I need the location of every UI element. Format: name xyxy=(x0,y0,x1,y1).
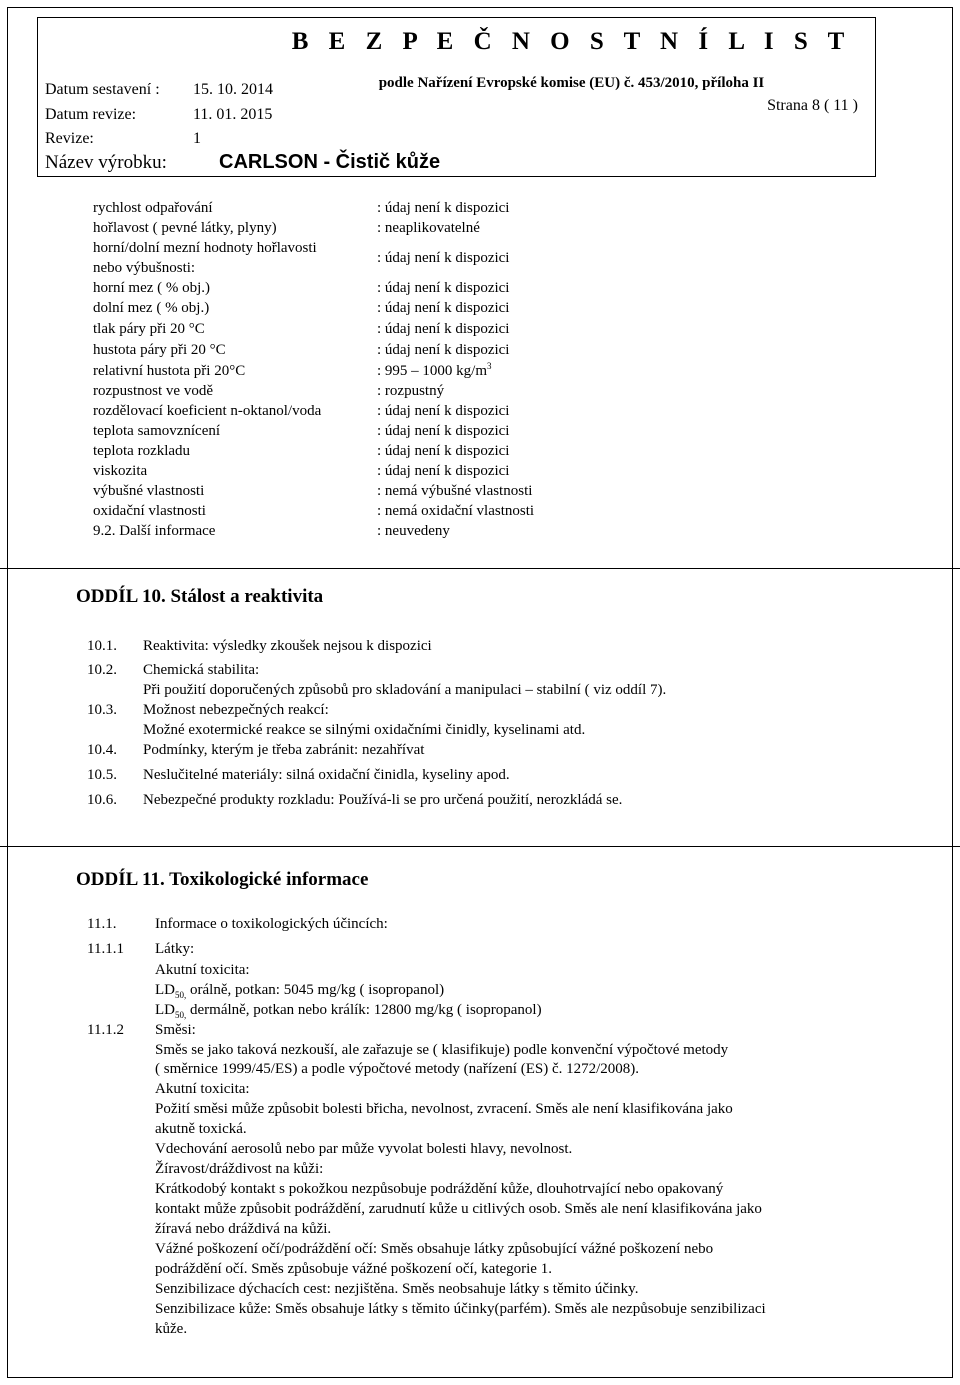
prop-value: : údaj není k dispozici xyxy=(377,463,510,479)
item-text: Senzibilizace dýchacích cest: nezjištěna. Směs neobsahuje látky s těmito účinky. xyxy=(155,1281,639,1297)
prop-label: horní mez ( % obj.) xyxy=(93,280,211,296)
prop-label: horní/dolní mezní hodnoty hořlavosti xyxy=(93,240,317,256)
prop-label: dolní mez ( % obj.) xyxy=(93,300,210,316)
item-text: Požití směsi může způsobit bolesti břicha, nevolnost, zvracení. Směs ale není klasifikována jako xyxy=(155,1101,733,1117)
item-number: 10.5. xyxy=(87,767,117,783)
item-number: 10.4. xyxy=(87,742,117,758)
prop-label: výbušné vlastnosti xyxy=(93,483,205,499)
item-number: 10.2. xyxy=(87,662,117,678)
ld-text: dermálně, potkan nebo králík: 12800 mg/kg ( isopropanol) xyxy=(186,1002,542,1018)
item-text: žíravá nebo dráždivá na kůži. xyxy=(155,1221,332,1237)
item-text: Vdechování aerosolů nebo par může vyvolat bolesti hlavy, nevolnost. xyxy=(155,1141,573,1157)
document-subtitle: podle Nařízení Evropské komise (EU) č. 453/2010, příloha II xyxy=(378,75,765,91)
ld50-dermal xyxy=(155,1001,542,1019)
prop-label: rozpustnost ve vodě xyxy=(93,383,213,399)
ld-text: orálně, potkan: 5045 mg/kg ( isopropanol) xyxy=(186,982,445,998)
item-text: Chemická stabilita: xyxy=(143,662,260,678)
prop-value: : údaj není k dispozici xyxy=(377,280,510,296)
item-text: Akutní toxicita: xyxy=(155,962,250,978)
prop-value xyxy=(377,362,492,380)
item-text: Vážné poškození očí/podráždění očí: Směs obsahuje látky způsobující vážné poškození nebo xyxy=(155,1241,714,1257)
section-divider xyxy=(0,568,960,569)
document-title: B E Z P E Č N O S T N Í L I S T xyxy=(291,28,852,55)
item-text: Směs se jako taková nezkouší, ale zařazuje se ( klasifikuje) podle konvenční výpočtové metody xyxy=(155,1042,729,1058)
date-revised-label: Datum revize: xyxy=(45,106,137,123)
item-text: kontakt může způsobit podráždění, zarudnutí kůže u citlivých osob. Směs ale není klasifikována jako xyxy=(155,1201,762,1217)
document-header xyxy=(37,17,876,177)
item-text: Reaktivita: výsledky zkoušek nejsou k dispozici xyxy=(143,638,432,654)
item-text: Neslučitelné materiály: silná oxidační činidla, kyseliny apod. xyxy=(143,767,510,783)
item-text: podráždění očí. Směs způsobuje vážné poškození očí, kategorie 1. xyxy=(155,1261,552,1277)
item-text: Akutní toxicita: xyxy=(155,1081,250,1097)
item-number: 11.1. xyxy=(87,916,117,932)
prop-value: : neaplikovatelné xyxy=(377,220,480,236)
product-label: Název výrobku: xyxy=(45,152,167,173)
prop-value: : údaj není k dispozici xyxy=(377,342,510,358)
item-number: 10.6. xyxy=(87,792,117,808)
prop-value: : nemá výbušné vlastnosti xyxy=(377,483,533,499)
item-text: Látky: xyxy=(155,941,195,957)
date-compiled-label: Datum sestavení : xyxy=(45,81,160,98)
date-revised-row xyxy=(45,106,272,124)
prop-label: viskozita xyxy=(93,463,148,479)
prop-value: : nemá oxidační vlastnosti xyxy=(377,503,535,519)
density-exponent: 3 xyxy=(487,361,492,371)
prop-label: hořlavost ( pevné látky, plyny) xyxy=(93,220,277,236)
item-text: Žíravost/dráždivost na kůži: xyxy=(155,1161,324,1177)
date-compiled-row xyxy=(45,81,273,99)
prop-label: hustota páry při 20 °C xyxy=(93,342,226,358)
ld50-oral xyxy=(155,981,444,999)
item-text: Při použití doporučených způsobů pro skladování a manipulaci – stabilní ( viz oddíl 7). xyxy=(143,682,667,698)
revision-value: 1 xyxy=(193,130,201,147)
ld-label: LD xyxy=(155,982,175,998)
item-number: 10.3. xyxy=(87,702,117,718)
section-10-title: ODDÍL 10. Stálost a reaktivita xyxy=(76,586,324,607)
prop-value: : údaj není k dispozici xyxy=(377,321,510,337)
item-text: Nebezpečné produkty rozkladu: Používá-li se pro určená použití, nerozkládá se. xyxy=(143,792,623,808)
prop-label: oxidační vlastnosti xyxy=(93,503,206,519)
prop-value: : neuvedeny xyxy=(377,523,450,539)
prop-value: : údaj není k dispozici xyxy=(377,200,510,216)
page-number: Strana 8 ( 11 ) xyxy=(767,97,858,114)
item-text: akutně toxická. xyxy=(155,1121,247,1137)
prop-value: : údaj není k dispozici xyxy=(377,403,510,419)
item-text: Krátkodobý kontakt s pokožkou nezpůsobuje podráždění kůže, dlouhotrvající nebo opakovaný xyxy=(155,1181,724,1197)
section-divider xyxy=(0,846,960,847)
ld-subscript: 50, xyxy=(175,1010,187,1020)
revision-label: Revize: xyxy=(45,130,94,147)
ld-label: LD xyxy=(155,1002,175,1018)
item-text: Možnost nebezpečných reakcí: xyxy=(143,702,329,718)
item-text: kůže. xyxy=(155,1321,188,1337)
date-revised-value: 11. 01. 2015 xyxy=(193,106,273,123)
item-number: 11.1.2 xyxy=(87,1022,124,1038)
item-text: Podmínky, kterým je třeba zabránit: nezahřívat xyxy=(143,742,425,758)
item-text: Možné exotermické reakce se silnými oxidačními činidly, kyselinami atd. xyxy=(143,722,586,738)
prop-label: teplota rozkladu xyxy=(93,443,191,459)
prop-value: : údaj není k dispozici xyxy=(377,250,510,266)
prop-label: rozdělovací koeficient n-oktanol/voda xyxy=(93,403,322,419)
item-text: Informace o toxikologických účincích: xyxy=(155,916,388,932)
prop-value: : rozpustný xyxy=(377,383,445,399)
item-number: 10.1. xyxy=(87,638,117,654)
prop-value: : údaj není k dispozici xyxy=(377,443,510,459)
date-compiled-value: 15. 10. 2014 xyxy=(193,81,273,98)
prop-label: 9.2. Další informace xyxy=(93,523,216,539)
item-text: ( směrnice 1999/45/ES) a podle výpočtové metody (nařízení (ES) č. 1272/2008). xyxy=(155,1061,640,1077)
prop-label-cont: nebo výbušnosti: xyxy=(93,260,196,276)
prop-label: relativní hustota při 20°C xyxy=(93,363,246,379)
item-text: Směsi: xyxy=(155,1022,196,1038)
prop-label: rychlost odpařování xyxy=(93,200,213,216)
product-name-row xyxy=(45,151,440,174)
product-name: CARLSON - Čistič kůže xyxy=(219,151,441,173)
item-number: 11.1.1 xyxy=(87,941,124,957)
prop-label: teplota samovznícení xyxy=(93,423,221,439)
prop-value: : údaj není k dispozici xyxy=(377,300,510,316)
prop-value: : údaj není k dispozici xyxy=(377,423,510,439)
prop-label: tlak páry při 20 °C xyxy=(93,321,205,337)
revision-row xyxy=(45,130,201,148)
ld-subscript: 50, xyxy=(175,990,187,1000)
section-11-title: ODDÍL 11. Toxikologické informace xyxy=(76,869,369,890)
density-value: : 995 – 1000 kg/m xyxy=(377,363,488,379)
item-text: Senzibilizace kůže: Směs obsahuje látky s těmito účinky(parfém). Směs ale nezpůsobuje senzibilizaci xyxy=(155,1301,766,1317)
